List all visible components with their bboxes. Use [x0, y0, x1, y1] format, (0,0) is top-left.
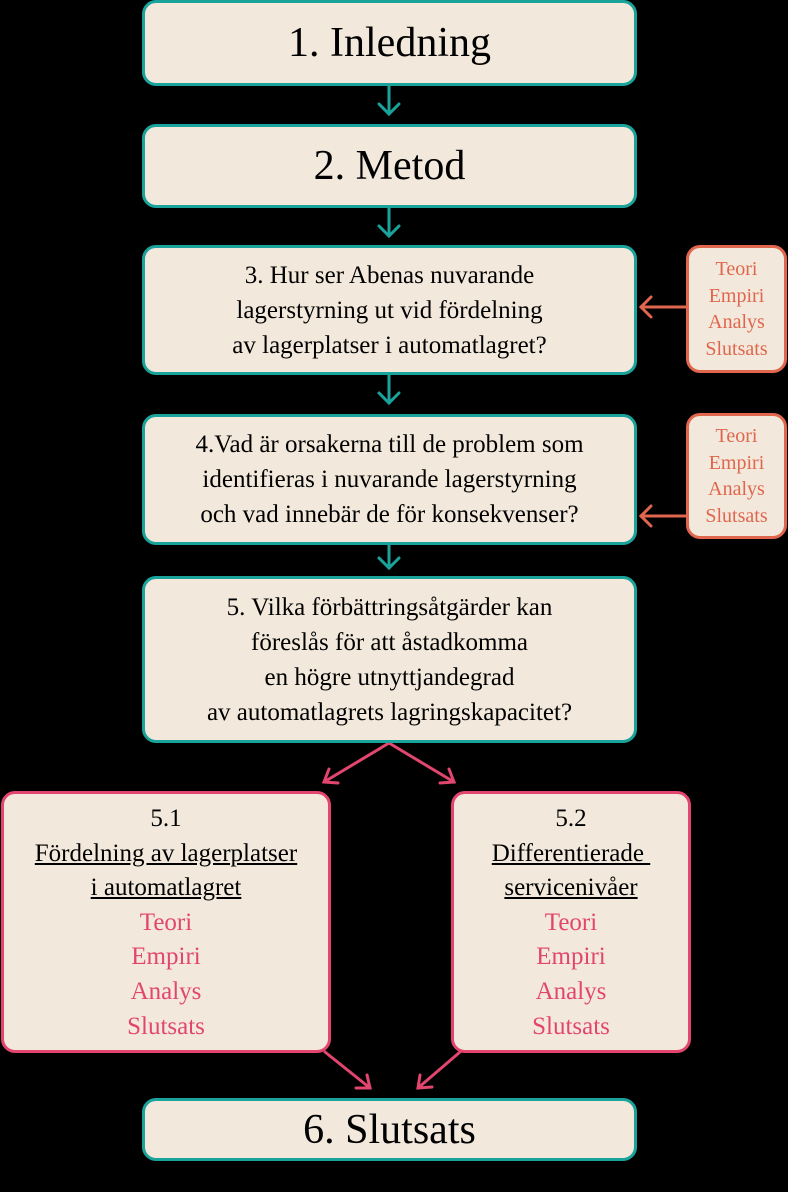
- q5-line-1: 5. Vilka förbättringsåtgärder kan: [226, 593, 553, 621]
- sub2-empiri: Empiri: [536, 943, 606, 971]
- sub2-title-line-2: servicenivåer: [504, 874, 638, 902]
- side-box-3: [686, 245, 787, 373]
- sub-box-5-1: [1, 791, 331, 1053]
- sub2-slutsats: Slutsats: [532, 1012, 610, 1040]
- metod-label: 2. Metod: [313, 143, 466, 189]
- slutsats-label: 6. Slutsats: [303, 1106, 476, 1153]
- box-question-5: [142, 576, 637, 743]
- sub1-title-line-2: i automatlagret: [90, 874, 242, 902]
- sub1-empiri: Empiri: [131, 943, 201, 971]
- arrow-52-6: [418, 1052, 460, 1088]
- arrow-51-6: [325, 1052, 370, 1088]
- arrow-5-52: [389, 743, 454, 782]
- q5-line-2: föreslås för att åstadkomma: [251, 628, 528, 656]
- q3-line-2: lagerstyrning ut vid fördelning: [236, 296, 543, 324]
- sub2-title-line-1: Differentierade: [491, 839, 651, 867]
- q5-line-3: en högre utnyttjandegrad: [264, 663, 515, 691]
- q3-line-1: 3. Hur ser Abenas nuvarande: [244, 261, 535, 289]
- sub2-number: 5.2: [555, 805, 587, 832]
- q3-line-3: av lagerplatser i automatlagret?: [232, 331, 547, 359]
- sub1-analys: Analys: [130, 977, 202, 1005]
- side4-empiri: Empiri: [708, 451, 765, 474]
- inledning-label: 1. Inledning: [288, 20, 491, 66]
- box-question-4: [142, 414, 637, 545]
- sub2-analys: Analys: [535, 977, 607, 1005]
- side3-empiri: Empiri: [708, 284, 765, 307]
- side4-teori: Teori: [715, 425, 758, 447]
- sub1-slutsats: Slutsats: [127, 1012, 205, 1040]
- box-slutsats: [142, 1098, 637, 1161]
- side3-analys: Analys: [708, 311, 765, 333]
- side4-slutsats: Slutsats: [705, 504, 768, 527]
- side3-teori: Teori: [715, 258, 758, 280]
- sub1-teori: Teori: [139, 908, 193, 936]
- q4-line-1: 4.Vad är orsakerna till de problem som: [195, 431, 584, 458]
- q4-line-2: identifieras i nuvarande lagerstyrning: [202, 466, 577, 493]
- side3-slutsats: Slutsats: [705, 337, 768, 360]
- side-box-4: [686, 413, 787, 539]
- sub1-title-line-1: Fördelning av lagerplatser: [34, 839, 298, 867]
- sub1-number: 5.1: [150, 805, 182, 832]
- q5-line-4: av automatlagrets lagringskapacitet?: [206, 698, 573, 726]
- box-inledning: [142, 0, 637, 86]
- q4-line-3: och vad innebär de för konsekvenser?: [200, 501, 579, 528]
- sub-box-5-2: [451, 791, 691, 1053]
- side4-analys: Analys: [708, 478, 765, 500]
- box-metod: [142, 124, 637, 208]
- sub2-teori: Teori: [544, 908, 598, 936]
- box-question-3: [142, 245, 637, 375]
- arrow-5-51: [324, 743, 389, 782]
